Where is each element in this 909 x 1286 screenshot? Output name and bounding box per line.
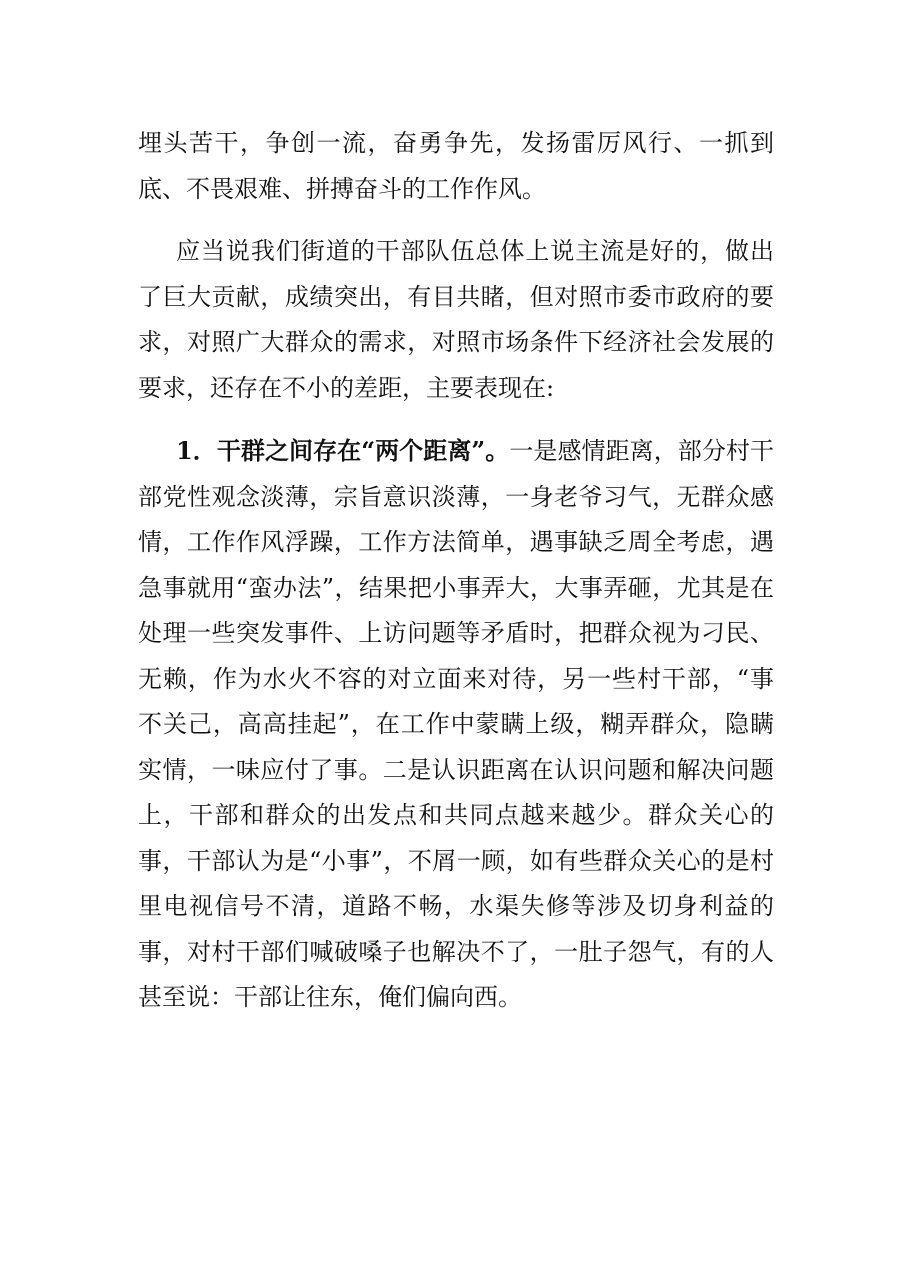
paragraph-cadre-assessment: 应当说我们街道的干部队伍总体上说主流是好的，做出了巨大贡献，成绩突出，有目共睹，但对照市委市政府的要求，对照广大群众的需求，对照市场条件下经济社会发展的要求，还存在不小的差距，主要表现在:: [138, 237, 774, 402]
section-heading: 1．干群之间存在“两个距离”。: [176, 436, 510, 465]
document-body: [138, 121, 774, 1021]
section-body-text: 一是感情距离，部分村干部党性观念淡薄，宗旨意识淡薄，一身老爷习气，无群众感情，工作作风浮躁，工作方法简单，遇事缺乏周全考虑，遇急事就用“蛮办法”，结果把小事弄大，大事弄砸，尤其是在处理一些突发事件、上访问题等矛盾时，把群众视为刁民、无赖，作为水火不容的对立面来对待，另一些村干部，“事不关己，高高挂起”，在工作中蒙瞒上级，糊弄群众，隐瞒实情，一味应付了事。二是认识距离在认识问题和解决问题上，干部和群众的出发点和共同点越来越少。群众关心的事，干部认为是“小事”，不屑一顾，如有些群众关心的是村里电视信号不清，道路不畅，水渠失修等涉及切身利益的事，对村干部们喊破嗓子也解决不了，一肚子怨气，有的人甚至说：干部让往东，俺们偏向西。: [138, 437, 775, 1011]
paragraph-two-distances: [138, 428, 774, 1021]
paragraph-continuation: 埋头苦干，争创一流，奋勇争先，发扬雷厉风行、一抓到底、不畏艰难、拼搏奋斗的工作作风。: [138, 129, 774, 203]
